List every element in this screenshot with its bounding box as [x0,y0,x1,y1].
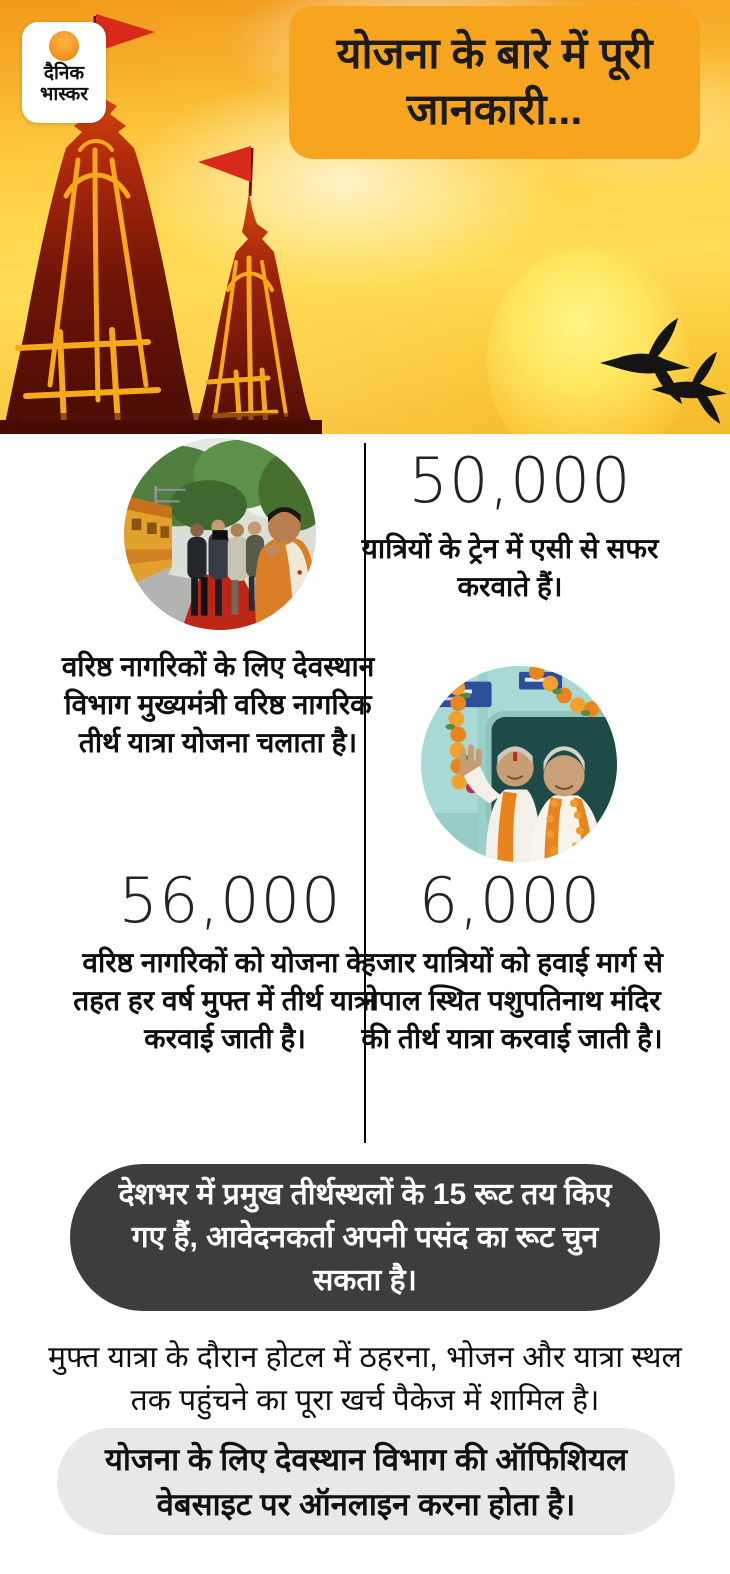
stat-nepal-value: 6,000 [418,864,602,937]
website-note-box [57,1428,675,1535]
hero-banner [0,0,730,434]
stat-scheme-text: वरिष्ठ नागरिकों के लिए देवस्थान विभाग मुख्यमंत्री वरिष्ठ नागरिक तीर्थ यात्रा योजना चलाता है। [61,651,375,758]
logo-sun-icon [49,31,79,61]
stat-train-text: यात्रियों के ट्रेन में एसी से सफर करवाते हैं। [361,533,659,602]
stat-free-value: 56,000 [118,864,342,937]
temple-base [0,420,322,434]
photo-flagoff-ceremony [124,438,316,630]
logo-text-line2: भास्कर [39,84,89,105]
stat-free-text: वरिष्ठ नागरिकों को योजना के तहत हर वर्ष मुफ्त में तीर्थ यात्रा करवाई जाती है। [73,947,377,1054]
headline-box [289,6,700,159]
logo-text-line1: दैनिक [43,63,85,84]
dainik-bhaskar-logo [22,22,106,123]
routes-note-text: देशभर में प्रमुख तीर्थस्थलों के 15 रूट तय किए गए हैं, आवेदनकर्ता अपनी पसंद का रूट चुन सकता है। [118,1178,612,1297]
routes-note-box [70,1164,660,1311]
birds-icon [596,316,730,430]
stat-train-value: 50,000 [408,444,632,517]
temple-flag-icon [198,146,251,182]
headline-text: योजना के बारे में पूरी जानकारी... [336,30,653,134]
temple-base-step [20,413,300,421]
stat-nepal-text: हजार यात्रियों को हवाई मार्ग से नेपाल स्थित पशुपतिनाथ मंदिर की तीर्थ यात्रा करवाई जाती है। [361,947,663,1054]
photo-pilgrims-train [421,666,617,862]
package-note-text: मुफ्त यात्रा के दौरान होटल में ठहरना, भोजन और यात्रा स्थल तक पहुंचने का पूरा खर्च पैकेज में शामिल है। [48,1341,682,1417]
website-note-text: योजना के लिए देवस्थान विभाग की ऑफिशियल वेबसाइट पर ऑनलाइन करना होता है। [104,1441,628,1522]
